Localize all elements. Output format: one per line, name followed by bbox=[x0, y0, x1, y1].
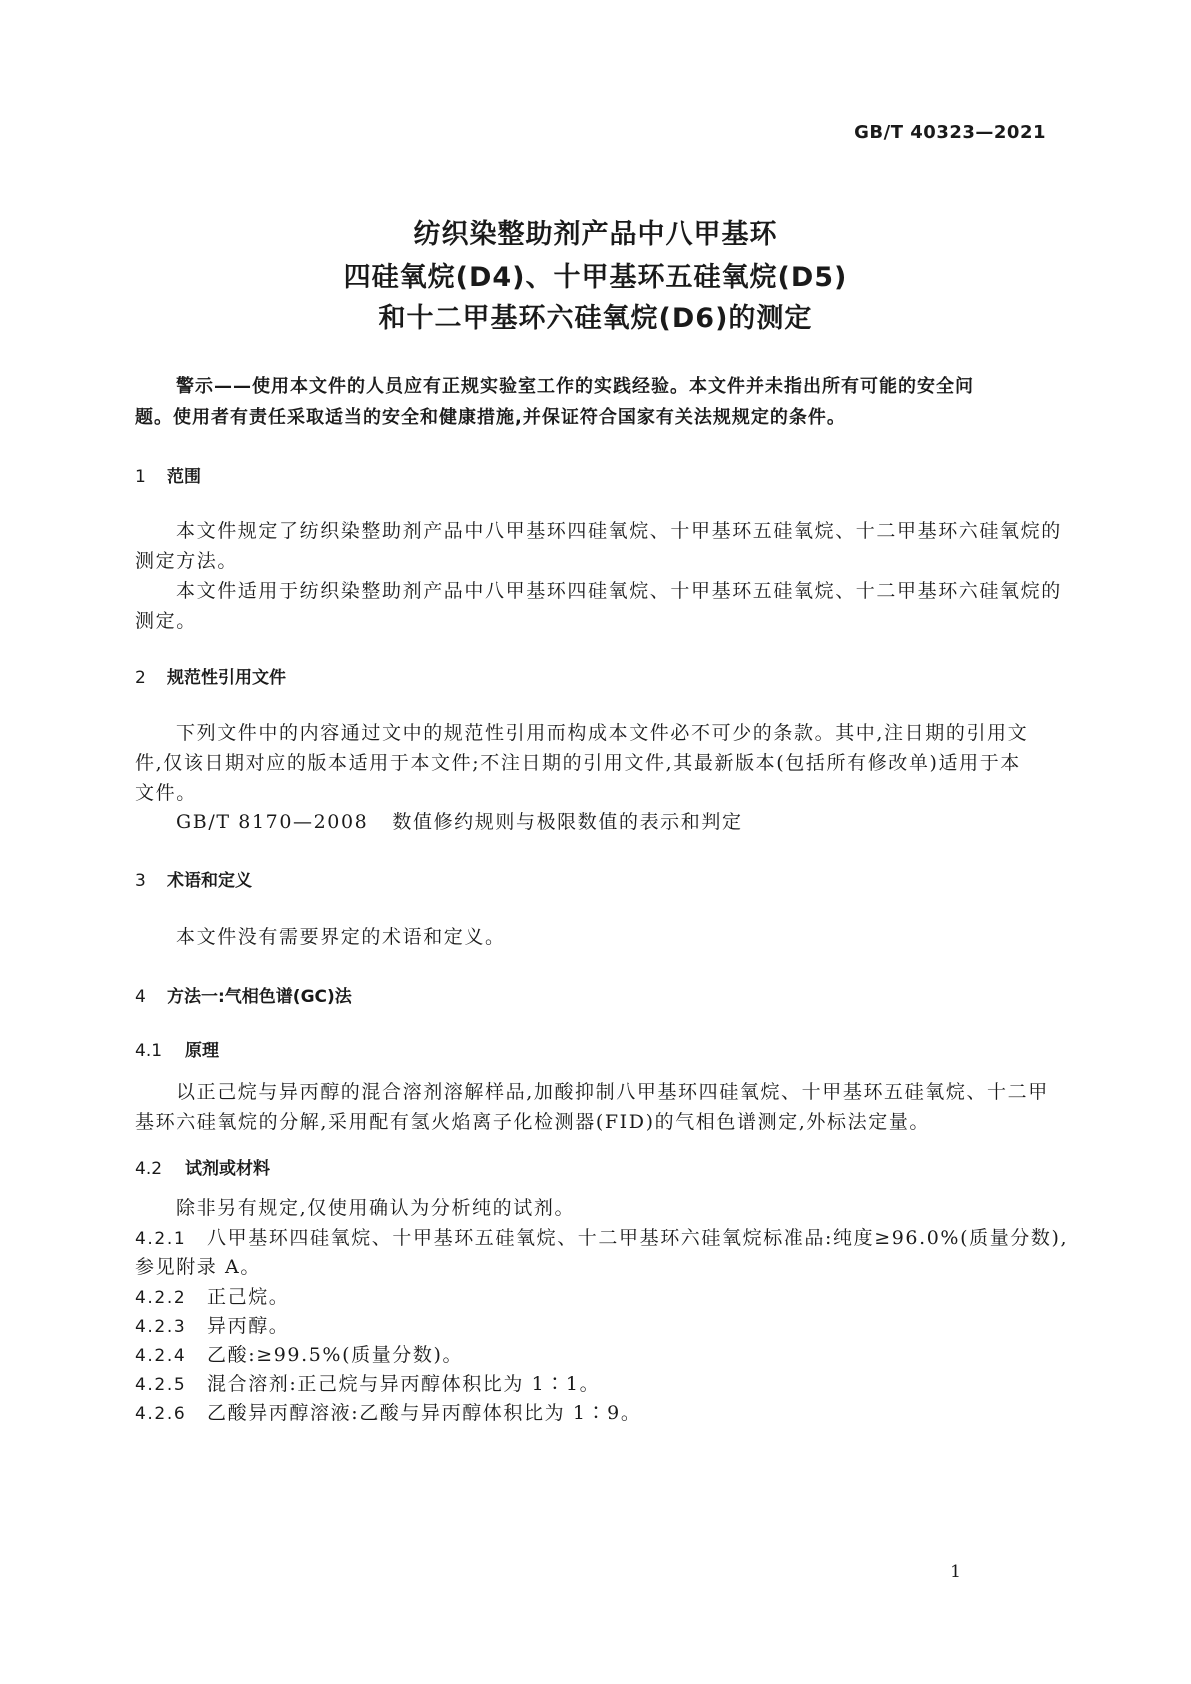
clause-text: 乙酸:≥99.5%(质量分数)。 bbox=[207, 1344, 464, 1366]
reference-code: GB/T 8170—2008 bbox=[176, 811, 369, 833]
clause-text: 八甲基环四硅氧烷、十甲基环五硅氧烷、十二甲基环六硅氧烷标准品:纯度≥96.0%(质量分数), bbox=[207, 1227, 1069, 1249]
section-1-p2-line-2: 测定。 bbox=[135, 610, 197, 632]
clause-continuation: 参见附录 A。 bbox=[135, 1256, 261, 1278]
normative-reference bbox=[176, 807, 743, 834]
clause-number: 4.2.3 bbox=[135, 1317, 187, 1337]
title-line-3: 和十二甲基环六硅氧烷(D6)的测定 bbox=[378, 303, 813, 334]
section-4-number: 4 bbox=[135, 987, 146, 1007]
section-3-heading bbox=[135, 866, 252, 891]
warning-line-2: 题。使用者有责任采取适当的安全和健康措施,并保证符合国家有关法规规定的条件。 bbox=[135, 407, 846, 428]
section-1-p1-line-1: 本文件规定了纺织染整助剂产品中八甲基环四硅氧烷、十甲基环五硅氧烷、十二甲基环六硅氧烷的 bbox=[176, 520, 1062, 542]
subsection-4-2-title: 试剂或材料 bbox=[185, 1159, 270, 1179]
title-line-2: 四硅氧烷(D4)、十甲基环五硅氧烷(D5) bbox=[343, 262, 848, 293]
section-1-number: 1 bbox=[135, 467, 146, 487]
section-3-title: 术语和定义 bbox=[167, 871, 252, 891]
title-line-1: 纺织染整助剂产品中八甲基环 bbox=[413, 219, 778, 250]
section-3-number: 3 bbox=[135, 871, 146, 891]
subsection-4-2-number: 4.2 bbox=[135, 1159, 163, 1179]
subsection-4-2-heading bbox=[135, 1154, 270, 1179]
section-2-p1-line-1: 下列文件中的内容通过文中的规范性引用而构成本文件必不可少的条款。其中,注日期的引用文 bbox=[176, 722, 1029, 744]
section-1-heading bbox=[135, 462, 201, 487]
section-1-title: 范围 bbox=[167, 467, 201, 487]
reference-title: 数值修约规则与极限数值的表示和判定 bbox=[392, 811, 743, 833]
list-item bbox=[135, 1311, 289, 1338]
subsection-4-1-title: 原理 bbox=[185, 1041, 219, 1061]
clause-number: 4.2.2 bbox=[135, 1288, 187, 1308]
section-1-p1-line-2: 测定方法。 bbox=[135, 550, 239, 572]
section-2-number: 2 bbox=[135, 668, 146, 688]
clause-number: 4.2.5 bbox=[135, 1375, 187, 1395]
section-3-p1: 本文件没有需要界定的术语和定义。 bbox=[176, 926, 506, 948]
clause-text: 混合溶剂:正己烷与异丙醇体积比为 1∶1。 bbox=[207, 1373, 601, 1395]
clause-number: 4.2.6 bbox=[135, 1404, 187, 1424]
subsection-4-1-heading bbox=[135, 1036, 219, 1061]
section-4-heading bbox=[135, 982, 352, 1007]
page-number: 1 bbox=[950, 1562, 961, 1582]
standard-code: GB/T 40323—2021 bbox=[854, 122, 1046, 143]
list-item bbox=[135, 1398, 641, 1425]
section-4-title: 方法一:气相色谱(GC)法 bbox=[167, 987, 352, 1007]
section-2-heading bbox=[135, 663, 286, 688]
section-2-title: 规范性引用文件 bbox=[167, 668, 286, 688]
clause-number: 4.2.1 bbox=[135, 1229, 187, 1249]
list-item bbox=[135, 1340, 463, 1367]
clause-text: 乙酸异丙醇溶液:乙酸与异丙醇体积比为 1∶9。 bbox=[207, 1402, 642, 1424]
list-item bbox=[135, 1223, 1068, 1250]
subsection-4-1-line-2: 基环六硅氧烷的分解,采用配有氢火焰离子化检测器(FID)的气相色谱测定,外标法定量。 bbox=[135, 1111, 931, 1133]
section-1-p2-line-1: 本文件适用于纺织染整助剂产品中八甲基环四硅氧烷、十甲基环五硅氧烷、十二甲基环六硅氧烷的 bbox=[176, 580, 1062, 602]
subsection-4-1-line-1: 以正己烷与异丙醇的混合溶剂溶解样品,加酸抑制八甲基环四硅氧烷、十甲基环五硅氧烷、十二甲 bbox=[176, 1081, 1049, 1103]
subsection-4-1-number: 4.1 bbox=[135, 1041, 163, 1061]
warning-line-1: 警示——使用本文件的人员应有正规实验室工作的实践经验。本文件并未指出所有可能的安全问 bbox=[176, 376, 974, 397]
section-2-p1-line-3: 文件。 bbox=[135, 782, 197, 804]
list-item bbox=[135, 1369, 600, 1396]
clause-text: 正己烷。 bbox=[207, 1286, 290, 1308]
list-item bbox=[135, 1282, 289, 1309]
clause-number: 4.2.4 bbox=[135, 1346, 187, 1366]
subsection-4-2-intro: 除非另有规定,仅使用确认为分析纯的试剂。 bbox=[176, 1197, 576, 1219]
clause-text: 异丙醇。 bbox=[207, 1315, 290, 1337]
section-2-p1-line-2: 件,仅该日期对应的版本适用于本文件;不注日期的引用文件,其最新版本(包括所有修改单)适用于本 bbox=[135, 752, 1021, 774]
